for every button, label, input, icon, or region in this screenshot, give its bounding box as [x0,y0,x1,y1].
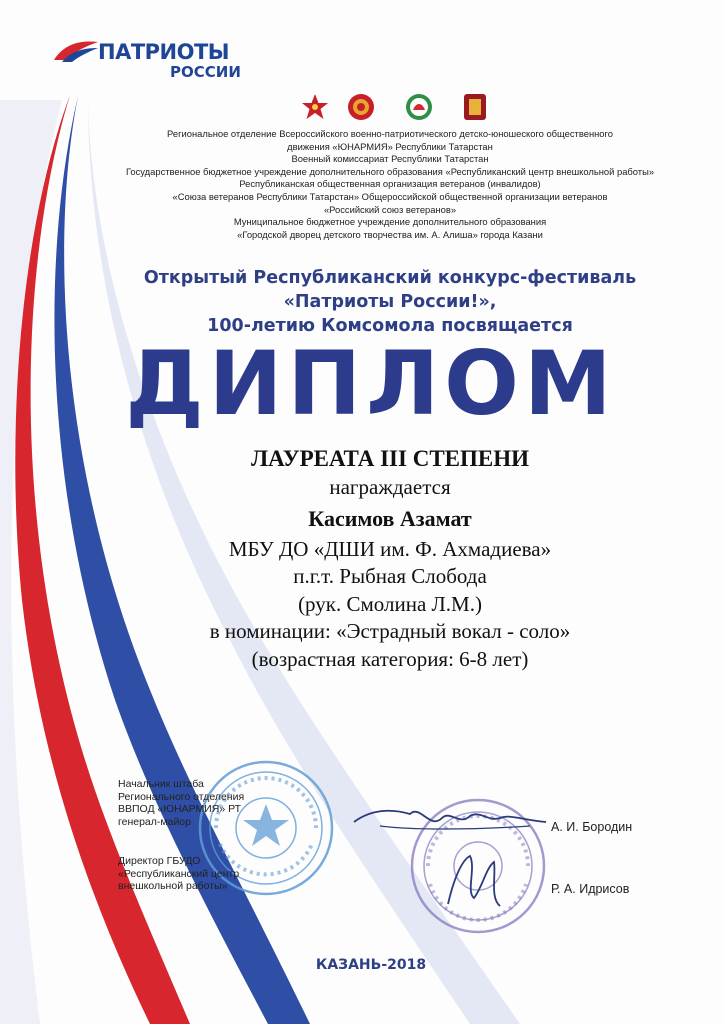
military-commissariat-emblem-icon [346,92,376,122]
signatory1-name: А. И. Бородин [551,820,633,834]
contest-line3: 100-летию Комсомола посвящается [207,316,573,336]
organizer-line: Военный комиссариат Республики Татарстан [291,153,489,165]
document-title: ДИПЛОМ [125,332,617,435]
signatory1-position-line: ВВПОД «ЮНАРМИЯ» РТ [118,803,242,815]
signatory1-position-line: генерал-майор [118,815,191,828]
contest-line1: Открытый Республиканский конкурс-фестиваль [143,268,637,288]
organizer-line: «Союза ветеранов Республики Татарстан» Общероссийской общественной организации ветеранов [172,190,608,202]
organizer-line: движения «ЮНАРМИЯ» Республики Татарстан [287,140,493,152]
contest-headline [70,266,710,338]
award-degree: ЛАУРЕАТА III СТЕПЕНИ [250,446,530,471]
organizers-list [90,128,690,241]
signatory2-position-line: Директор ГБУДО [118,855,201,867]
signature-idrisov [440,848,510,912]
tatarstan-emblem-icon [404,92,434,122]
veterans-union-emblem-icon [462,92,488,122]
organizer-line: «Городской дворец детского творчества им. А. Алиша» города Казани [237,228,543,240]
logo-text-line1: ПАТРИОТЫ [98,40,230,64]
signatory2-name: Р. А. Идрисов [551,882,630,896]
signatory2-position-line: внешкольной работы» [118,880,228,892]
patriots-of-russia-logo [52,38,252,86]
logo-flag-icon [52,38,102,64]
organizer-line: «Российский союз ветеранов» [323,203,457,215]
age-category: (возрастная категория: 6-8 лет) [251,646,529,671]
award-block [100,444,680,673]
contest-line2: «Патриоты России!», [283,292,497,312]
organizer-line: Региональное отделение Всероссийского военно-патриотического детско-юношеского общественного [167,128,613,139]
signature-borodin [350,800,550,840]
school-name: МБУ ДО «ДШИ им. Ф. Ахмадиева» [228,536,552,561]
emblems-row [300,92,500,128]
organizer-line: Республиканская общественная организация ветеранов (инвалидов) [239,178,541,190]
signatory1-position [118,778,244,828]
town-name: п.г.т. Рыбная Слобода [293,564,487,588]
yunarmiya-star-emblem-icon [300,92,330,122]
nomination: в номинации: «Эстрадный вокал - соло» [209,619,571,643]
city-year-footer: КАЗАНЬ-2018 [315,957,427,973]
logo-text-line2: РОССИИ [170,63,241,81]
signatory1-position-line: Начальник штаба [118,778,204,790]
signatory2-position [118,855,239,893]
organizer-line: Государственное бюджетное учреждение дополнительного образования «Республиканский центр внешкольной работы» [125,165,655,177]
recipient-name: Касимов Азамат [308,505,472,531]
organizer-line: Муниципальное бюджетное учреждение дополнительного образования [233,216,547,228]
teacher-name: (рук. Смолина Л.М.) [298,591,482,616]
awarded-label: награждается [329,475,451,499]
signatory1-position-line: Регионального отделения [118,790,245,803]
signatory2-position-line: «Республиканский центр [118,867,240,880]
